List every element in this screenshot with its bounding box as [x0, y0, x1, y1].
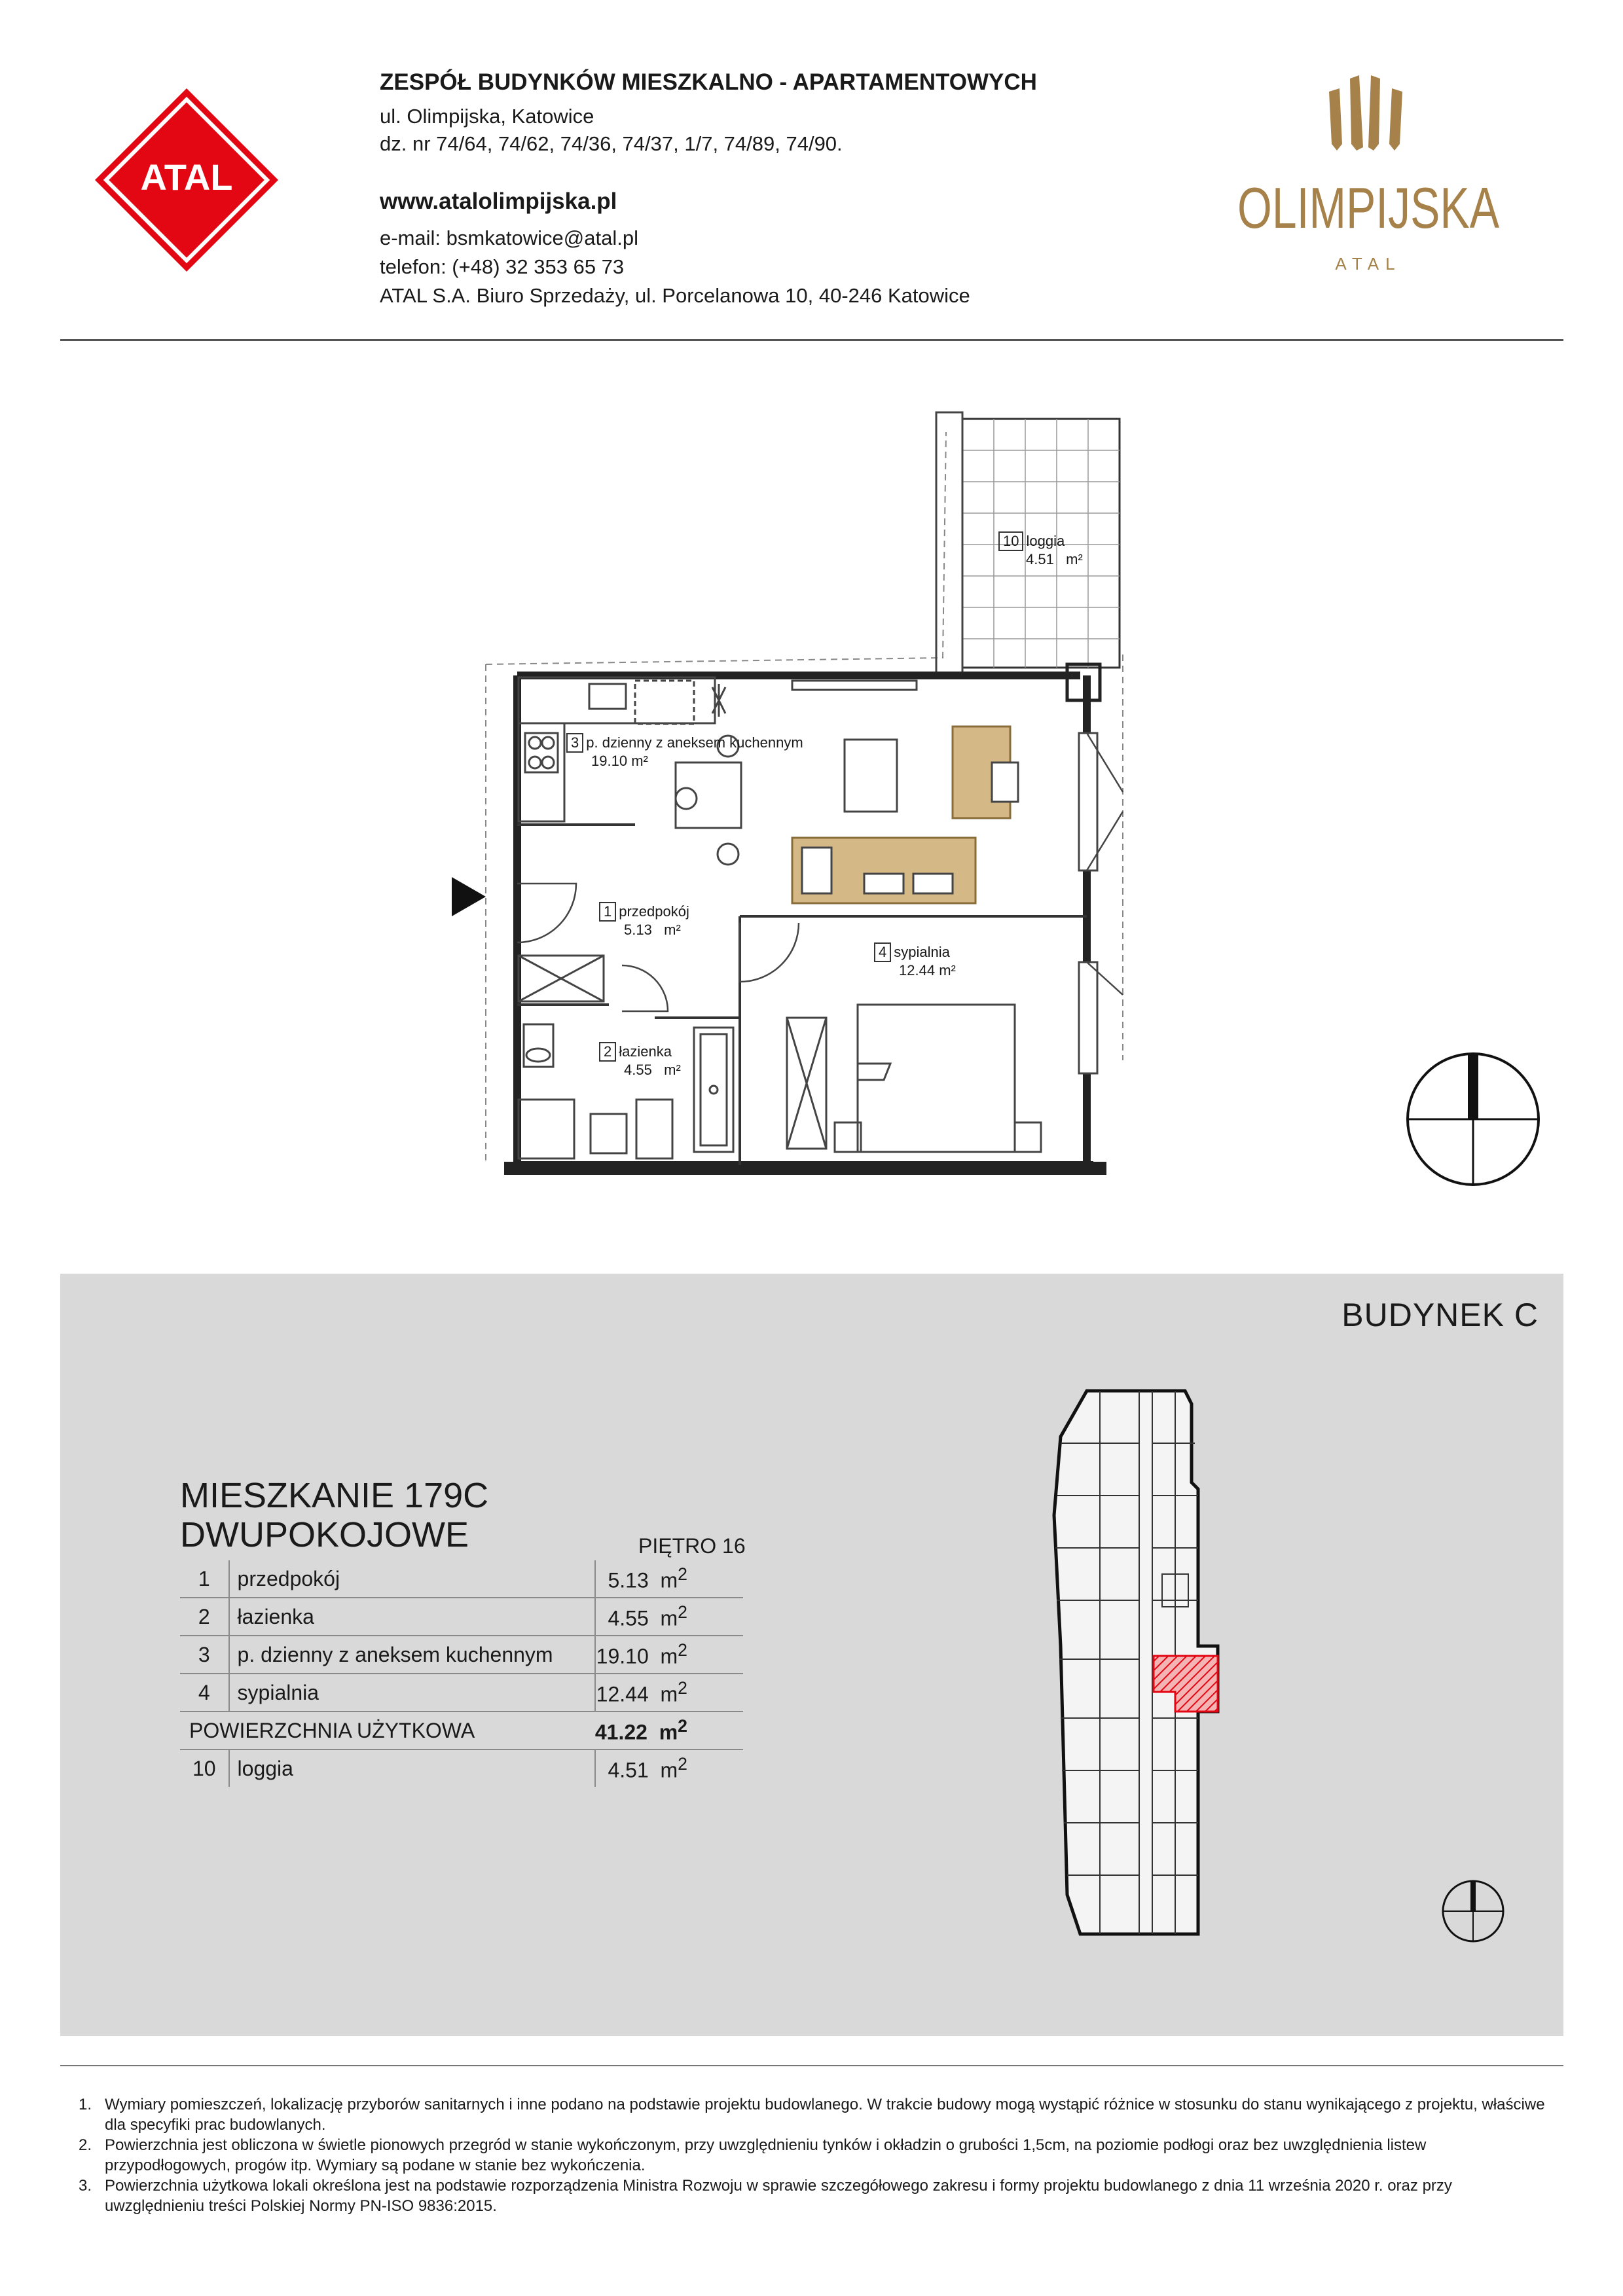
row-area — [595, 1598, 743, 1636]
room-number: 2 — [599, 1042, 616, 1062]
footnote-number: 1. — [79, 2096, 92, 2113]
total-area — [595, 1712, 743, 1749]
row-name: sypialnia — [229, 1674, 595, 1712]
atal-logo-text: ATAL — [140, 156, 233, 198]
row-name: łazienka — [229, 1598, 595, 1636]
project-plots: dz. nr 74/64, 74/62, 74/36, 74/37, 1/7, 74/89, 74/90. — [380, 132, 843, 155]
area-unit-sup: 2 — [678, 1716, 687, 1736]
area-unit-sup: 2 — [678, 1602, 687, 1623]
building-key-plan — [1041, 1384, 1264, 1947]
footnote — [79, 2135, 1552, 2176]
footnote-text: Wymiary pomieszczeń, lokalizację przyborów sanitarnych i inne podano na podstawie projektu budowlanego. W trakcie budowy mogą wystąpić różnice w stosunku do stanu wynikającego z projektu, właściwe dla specyfiki prac budowlanych. — [105, 2096, 1545, 2134]
room-name: łazienka — [619, 1043, 672, 1060]
room-area: 5.13 — [624, 922, 652, 938]
room-unit: m² — [664, 922, 681, 938]
sales-office: ATAL S.A. Biuro Sprzedaży, ul. Porcelanowa 10, 40-246 Katowice — [380, 284, 970, 307]
project-phone: telefon: (+48) 32 353 65 73 — [380, 255, 625, 278]
atal-logo — [92, 85, 282, 275]
total-label: POWIERZCHNIA UŻYTKOWA — [189, 1718, 475, 1742]
area-unit-sup: 2 — [678, 1678, 687, 1698]
row-name: p. dzienny z aneksem kuchennym — [229, 1636, 595, 1674]
area-value: 41.22 — [594, 1720, 647, 1744]
floor-plan — [478, 406, 1159, 1178]
room-name: p. dzienny z aneksem kuchennym — [586, 734, 803, 751]
plan-label-loggia — [998, 531, 1083, 568]
row-area — [595, 1674, 743, 1712]
row-number: 10 — [180, 1749, 229, 1787]
project-email[interactable]: e-mail: bsmkatowice@atal.pl — [380, 226, 638, 249]
table-row — [180, 1560, 743, 1598]
plan-label-bedroom — [874, 942, 956, 979]
row-area — [595, 1749, 743, 1787]
olimpijska-logo-text: OLIMPIJSKA — [1237, 175, 1500, 240]
room-unit: m² — [631, 753, 648, 769]
row-area — [595, 1636, 743, 1674]
plan-label-hall — [599, 902, 689, 939]
footnote — [79, 2176, 1552, 2216]
room-area: 4.51 — [1026, 551, 1054, 567]
project-street: ul. Olimpijska, Katowice — [380, 105, 594, 128]
table-row — [180, 1598, 743, 1636]
area-unit-sup: 2 — [678, 1640, 687, 1660]
project-website[interactable]: www.atalolimpijska.pl — [380, 188, 617, 214]
room-area: 19.10 — [591, 753, 628, 769]
room-number: 3 — [566, 733, 583, 753]
apartment-number: MIESZKANIE 179C — [180, 1476, 489, 1515]
area-unit: m — [660, 1682, 678, 1706]
area-unit: m — [660, 1644, 678, 1668]
row-name: przedpokój — [229, 1560, 595, 1598]
area-unit-sup: 2 — [678, 1754, 687, 1774]
room-area: 12.44 — [899, 962, 936, 978]
footer-divider — [60, 2065, 1563, 2066]
area-unit: m — [659, 1720, 678, 1744]
row-number: 2 — [180, 1598, 229, 1636]
room-name: sypialnia — [894, 944, 950, 960]
room-name: przedpokój — [619, 903, 689, 920]
header-divider — [60, 339, 1563, 341]
area-value: 5.13 — [608, 1568, 649, 1592]
row-area — [595, 1560, 743, 1598]
apartment-type: DWUPOKOJOWE — [180, 1515, 469, 1554]
floor-label: PIĘTRO 16 — [638, 1534, 746, 1558]
footnote-number: 3. — [79, 2177, 92, 2195]
apartment-title — [180, 1476, 488, 1554]
building-label: BUDYNEK C — [1341, 1297, 1539, 1333]
row-number: 3 — [180, 1636, 229, 1674]
footnotes — [79, 2094, 1552, 2216]
row-number: 1 — [180, 1560, 229, 1598]
footnote-text: Powierzchnia jest obliczona w świetle pionowych przegród w stanie wykończonym, przy uwzględnieniu tynków i okładzin o grubości 1,5cm, na poziomie podłogi oraz bez uwzględnienia listew przypodłogowych, progów itp. Wymiary są podane w stanie bez wykończenia. — [105, 2136, 1427, 2174]
room-number: 4 — [874, 942, 891, 962]
olimpijska-logo — [1224, 65, 1512, 295]
footnote — [79, 2094, 1552, 2135]
compass-north-icon — [1404, 1050, 1542, 1188]
table-row — [180, 1674, 743, 1712]
olimpijska-logo-sub: ATAL — [1335, 254, 1402, 274]
room-number: 10 — [998, 531, 1023, 551]
area-unit: m — [660, 1758, 678, 1782]
table-row-total — [180, 1712, 743, 1749]
area-value: 19.10 — [596, 1644, 649, 1668]
plan-label-living — [566, 733, 803, 770]
room-unit: m² — [664, 1062, 681, 1078]
room-table — [180, 1560, 743, 1787]
plan-label-bathroom — [599, 1042, 681, 1079]
footnote-text: Powierzchnia użytkowa lokali określona jest na podstawie rozporządzenia Ministra Rozwoju w sprawie szczegółowego zakresu i formy projektu budowlanego z dnia 11 września 2020 r. oraz przy uwzględnieniu treści Polskiej Normy PN-ISO 9836:2015. — [105, 2177, 1452, 2215]
room-unit: m² — [939, 962, 956, 978]
room-unit: m² — [1066, 551, 1083, 567]
table-row — [180, 1636, 743, 1674]
area-unit: m — [660, 1606, 678, 1630]
area-value: 12.44 — [596, 1682, 649, 1706]
room-number: 1 — [599, 902, 616, 922]
footnote-number: 2. — [79, 2136, 92, 2154]
table-row-loggia — [180, 1749, 743, 1787]
area-value: 4.55 — [608, 1606, 649, 1630]
area-unit: m — [660, 1568, 678, 1592]
row-name: loggia — [229, 1749, 595, 1787]
room-area: 4.55 — [624, 1062, 652, 1078]
area-value: 4.51 — [608, 1758, 649, 1782]
project-title: ZESPÓŁ BUDYNKÓW MIESZKALNO - APARTAMENTOWYCH — [380, 69, 1037, 95]
row-number: 4 — [180, 1674, 229, 1712]
room-name: loggia — [1026, 533, 1065, 549]
area-unit-sup: 2 — [678, 1564, 687, 1585]
compass-small-icon — [1440, 1878, 1506, 1944]
